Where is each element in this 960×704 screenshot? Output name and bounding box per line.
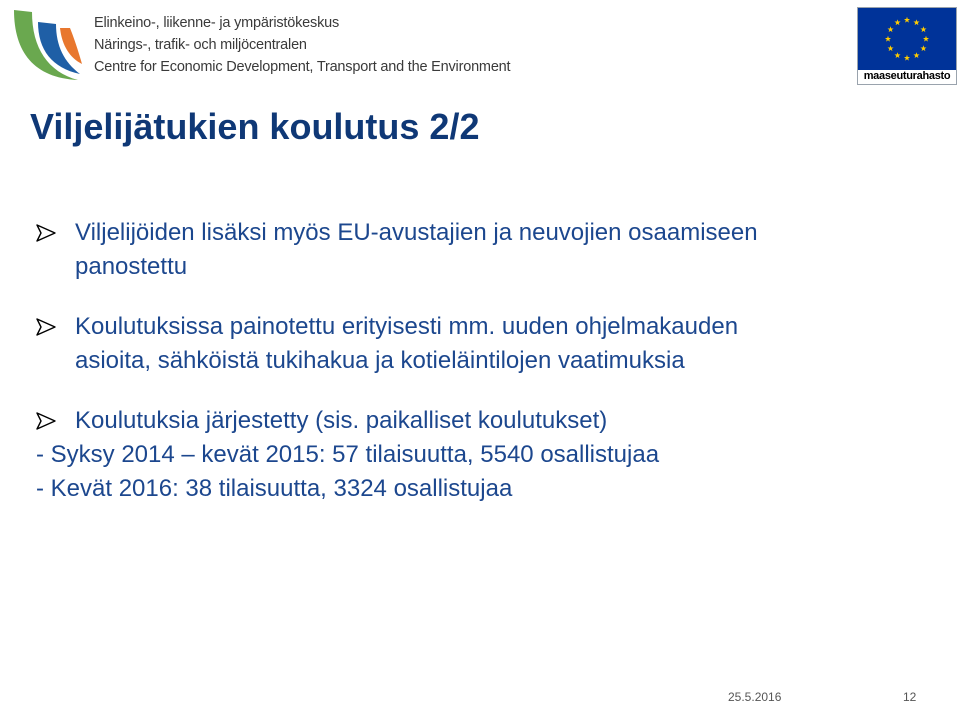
slide-content xyxy=(36,216,936,506)
eu-flag-icon xyxy=(858,8,956,70)
footer-date: 25.5.2016 xyxy=(728,690,782,704)
page-number: 12 xyxy=(903,690,917,704)
bullet-text-line: Koulutuksissa painotettu erityisesti mm. uuden ohjelmakauden xyxy=(75,313,739,340)
slide-title: Viljelijätukien koulutus 2/2 xyxy=(30,106,480,147)
bullet-text-line: Viljelijöiden lisäksi myös EU-avustajien ja neuvojien osaamiseen xyxy=(75,219,758,246)
bullet-text-line: Koulutuksia järjestetty (sis. paikalliset koulutukset) xyxy=(75,407,608,434)
bullet-text-line: panostettu xyxy=(75,253,188,280)
arrow-bullet-icon xyxy=(36,224,56,242)
ely-centre-logo xyxy=(8,2,84,82)
bullet-item xyxy=(36,404,936,438)
org-name-english: Centre for Economic Development, Transport and the Environment xyxy=(94,59,511,75)
org-name-swedish: Närings-, trafik- och miljöcentralen xyxy=(94,37,307,53)
org-name-finnish: Elinkeino-, liikenne- ja ympäristökeskus xyxy=(94,15,340,31)
bullet-item xyxy=(36,216,936,284)
sub-line: - Syksy 2014 – kevät 2015: 57 tilaisuutta, 5540 osallistujaa xyxy=(36,441,660,468)
bullet-item xyxy=(36,310,936,378)
organization-names xyxy=(94,12,510,78)
bullet-text-line: asioita, sähköistä tukihakua ja kotieläintilojen vaatimuksia xyxy=(75,347,685,374)
sub-line: - Kevät 2016: 38 tilaisuutta, 3324 osallistujaa xyxy=(36,475,513,502)
arrow-bullet-icon xyxy=(36,318,56,336)
arrow-bullet-icon xyxy=(36,412,56,430)
eu-fund-label: maaseuturahasto xyxy=(863,70,951,82)
eu-rural-fund-logo xyxy=(857,7,957,85)
